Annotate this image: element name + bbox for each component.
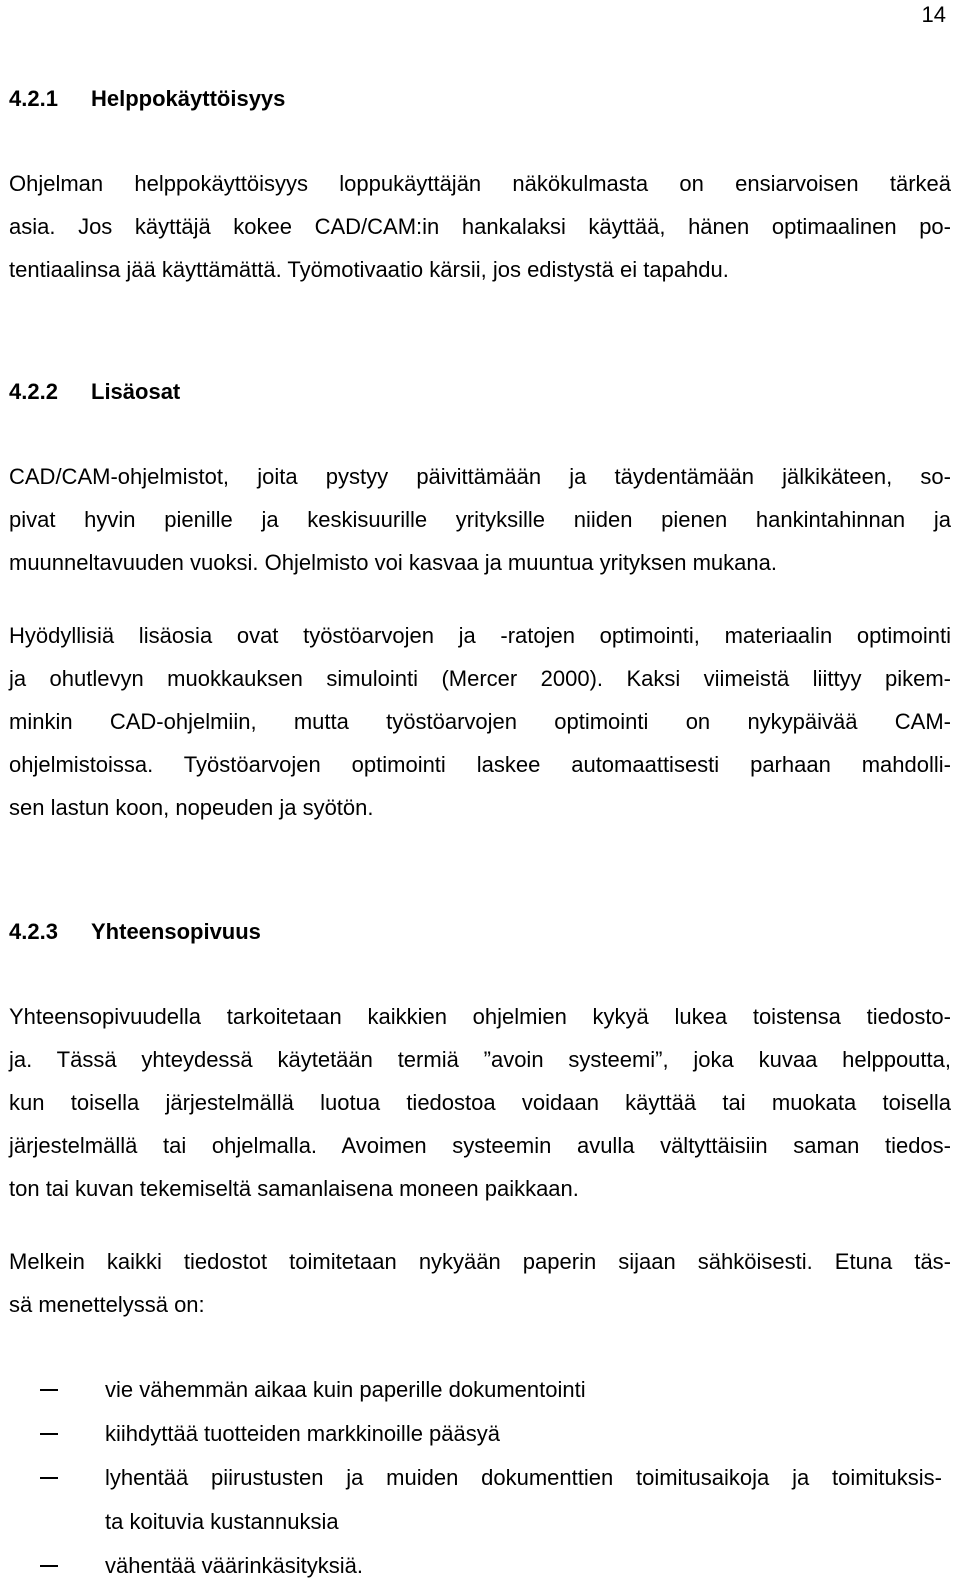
- paragraph: [9, 455, 951, 584]
- paragraph: [9, 162, 951, 291]
- dash-bullet-icon: [40, 1389, 58, 1391]
- text-line: asia. Jos käyttäjä kokee CAD/CAM:in hankalaksi käyttää, hänen optimaalinen po-: [9, 214, 951, 239]
- list-item: [0, 1456, 960, 1544]
- dash-bullet-icon: [40, 1477, 58, 1479]
- text-line: pivat hyvin pienille ja keskisuurille yrityksille niiden pienen hankintahinnan ja: [9, 507, 951, 532]
- list-item: [0, 1544, 960, 1588]
- text-line: sä menettelyssä on:: [9, 1292, 205, 1317]
- section-title: Lisäosat: [91, 379, 181, 404]
- list-item: [0, 1412, 960, 1456]
- text-line: ohjelmistoissa. Työstöarvojen optimointi laskee automaattisesti parhaan mahdolli-: [9, 752, 951, 777]
- text-line: Hyödyllisiä lisäosia ovat työstöarvojen ja -ratojen optimointi, materiaalin optimointi: [9, 623, 951, 648]
- text-line: Ohjelman helppokäyttöisyys loppukäyttäjän näkökulmasta on ensiarvoisen tärkeä: [9, 171, 951, 196]
- text-line: Yhteensopivuudella tarkoitetaan kaikkien ohjelmien kykyä lukea toistensa tiedosto-: [9, 1004, 951, 1029]
- text-line: järjestelmällä tai ohjelmalla. Avoimen systeemin avulla vältyttäisiin saman tiedos-: [9, 1133, 951, 1158]
- text-line: kiihdyttää tuotteiden markkinoille pääsyä: [105, 1421, 501, 1446]
- text-line: muunneltavuuden vuoksi. Ohjelmisto voi kasvaa ja muuntua yrityksen mukana.: [9, 550, 777, 575]
- paragraph: [9, 1240, 951, 1326]
- section-title: Helppokäyttöisyys: [91, 86, 286, 111]
- section-number: 4.2.3: [9, 919, 58, 944]
- text-line: tentiaalinsa jää käyttämättä. Työmotivaatio kärsii, jos edistystä ei tapahdu.: [9, 257, 729, 282]
- text-line: ja. Tässä yhteydessä käytetään termiä ”avoin systeemi”, joka kuvaa helppoutta,: [9, 1047, 951, 1072]
- dash-bullet-icon: [40, 1433, 58, 1435]
- paragraph: [9, 614, 951, 829]
- section-number: 4.2.1: [9, 86, 58, 111]
- text-line: ta koituvia kustannuksia: [105, 1509, 339, 1534]
- text-line: ja ohutlevyn muokkauksen simulointi (Mercer 2000). Kaksi viimeistä liittyy pikem-: [9, 666, 951, 691]
- text-line: ton tai kuvan tekemiseltä samanlaisena moneen paikkaan.: [9, 1176, 579, 1201]
- dash-bullet-icon: [40, 1565, 58, 1567]
- text-line: CAD/CAM-ohjelmistot, joita pystyy päivittämään ja täydentämään jälkikäteen, so-: [9, 464, 951, 489]
- list-item: [0, 1368, 960, 1412]
- section-heading: [9, 919, 261, 945]
- text-line: lyhentää piirustusten ja muiden dokumenttien toimitusaikoja ja toimituksis-: [105, 1465, 942, 1490]
- text-line: Melkein kaikki tiedostot toimitetaan nykyään paperin sijaan sähköisesti. Etuna täs-: [9, 1249, 951, 1274]
- paragraph: [9, 995, 951, 1210]
- section-title: Yhteensopivuus: [91, 919, 261, 944]
- text-line: vie vähemmän aikaa kuin paperille dokumentointi: [105, 1377, 586, 1402]
- text-line: kun toisella järjestelmällä luotua tiedostoa voidaan käyttää tai muokata toisella: [9, 1090, 951, 1115]
- section-heading: [9, 86, 285, 112]
- page-number: 14: [921, 2, 946, 27]
- bullet-list: [0, 1368, 960, 1588]
- text-line: vähentää väärinkäsityksiä.: [105, 1553, 364, 1578]
- text-line: minkin CAD-ohjelmiin, mutta työstöarvojen optimointi on nykypäivää CAM-: [9, 709, 951, 734]
- text-line: sen lastun koon, nopeuden ja syötön.: [9, 795, 374, 820]
- section-heading: [9, 379, 180, 405]
- section-number: 4.2.2: [9, 379, 58, 404]
